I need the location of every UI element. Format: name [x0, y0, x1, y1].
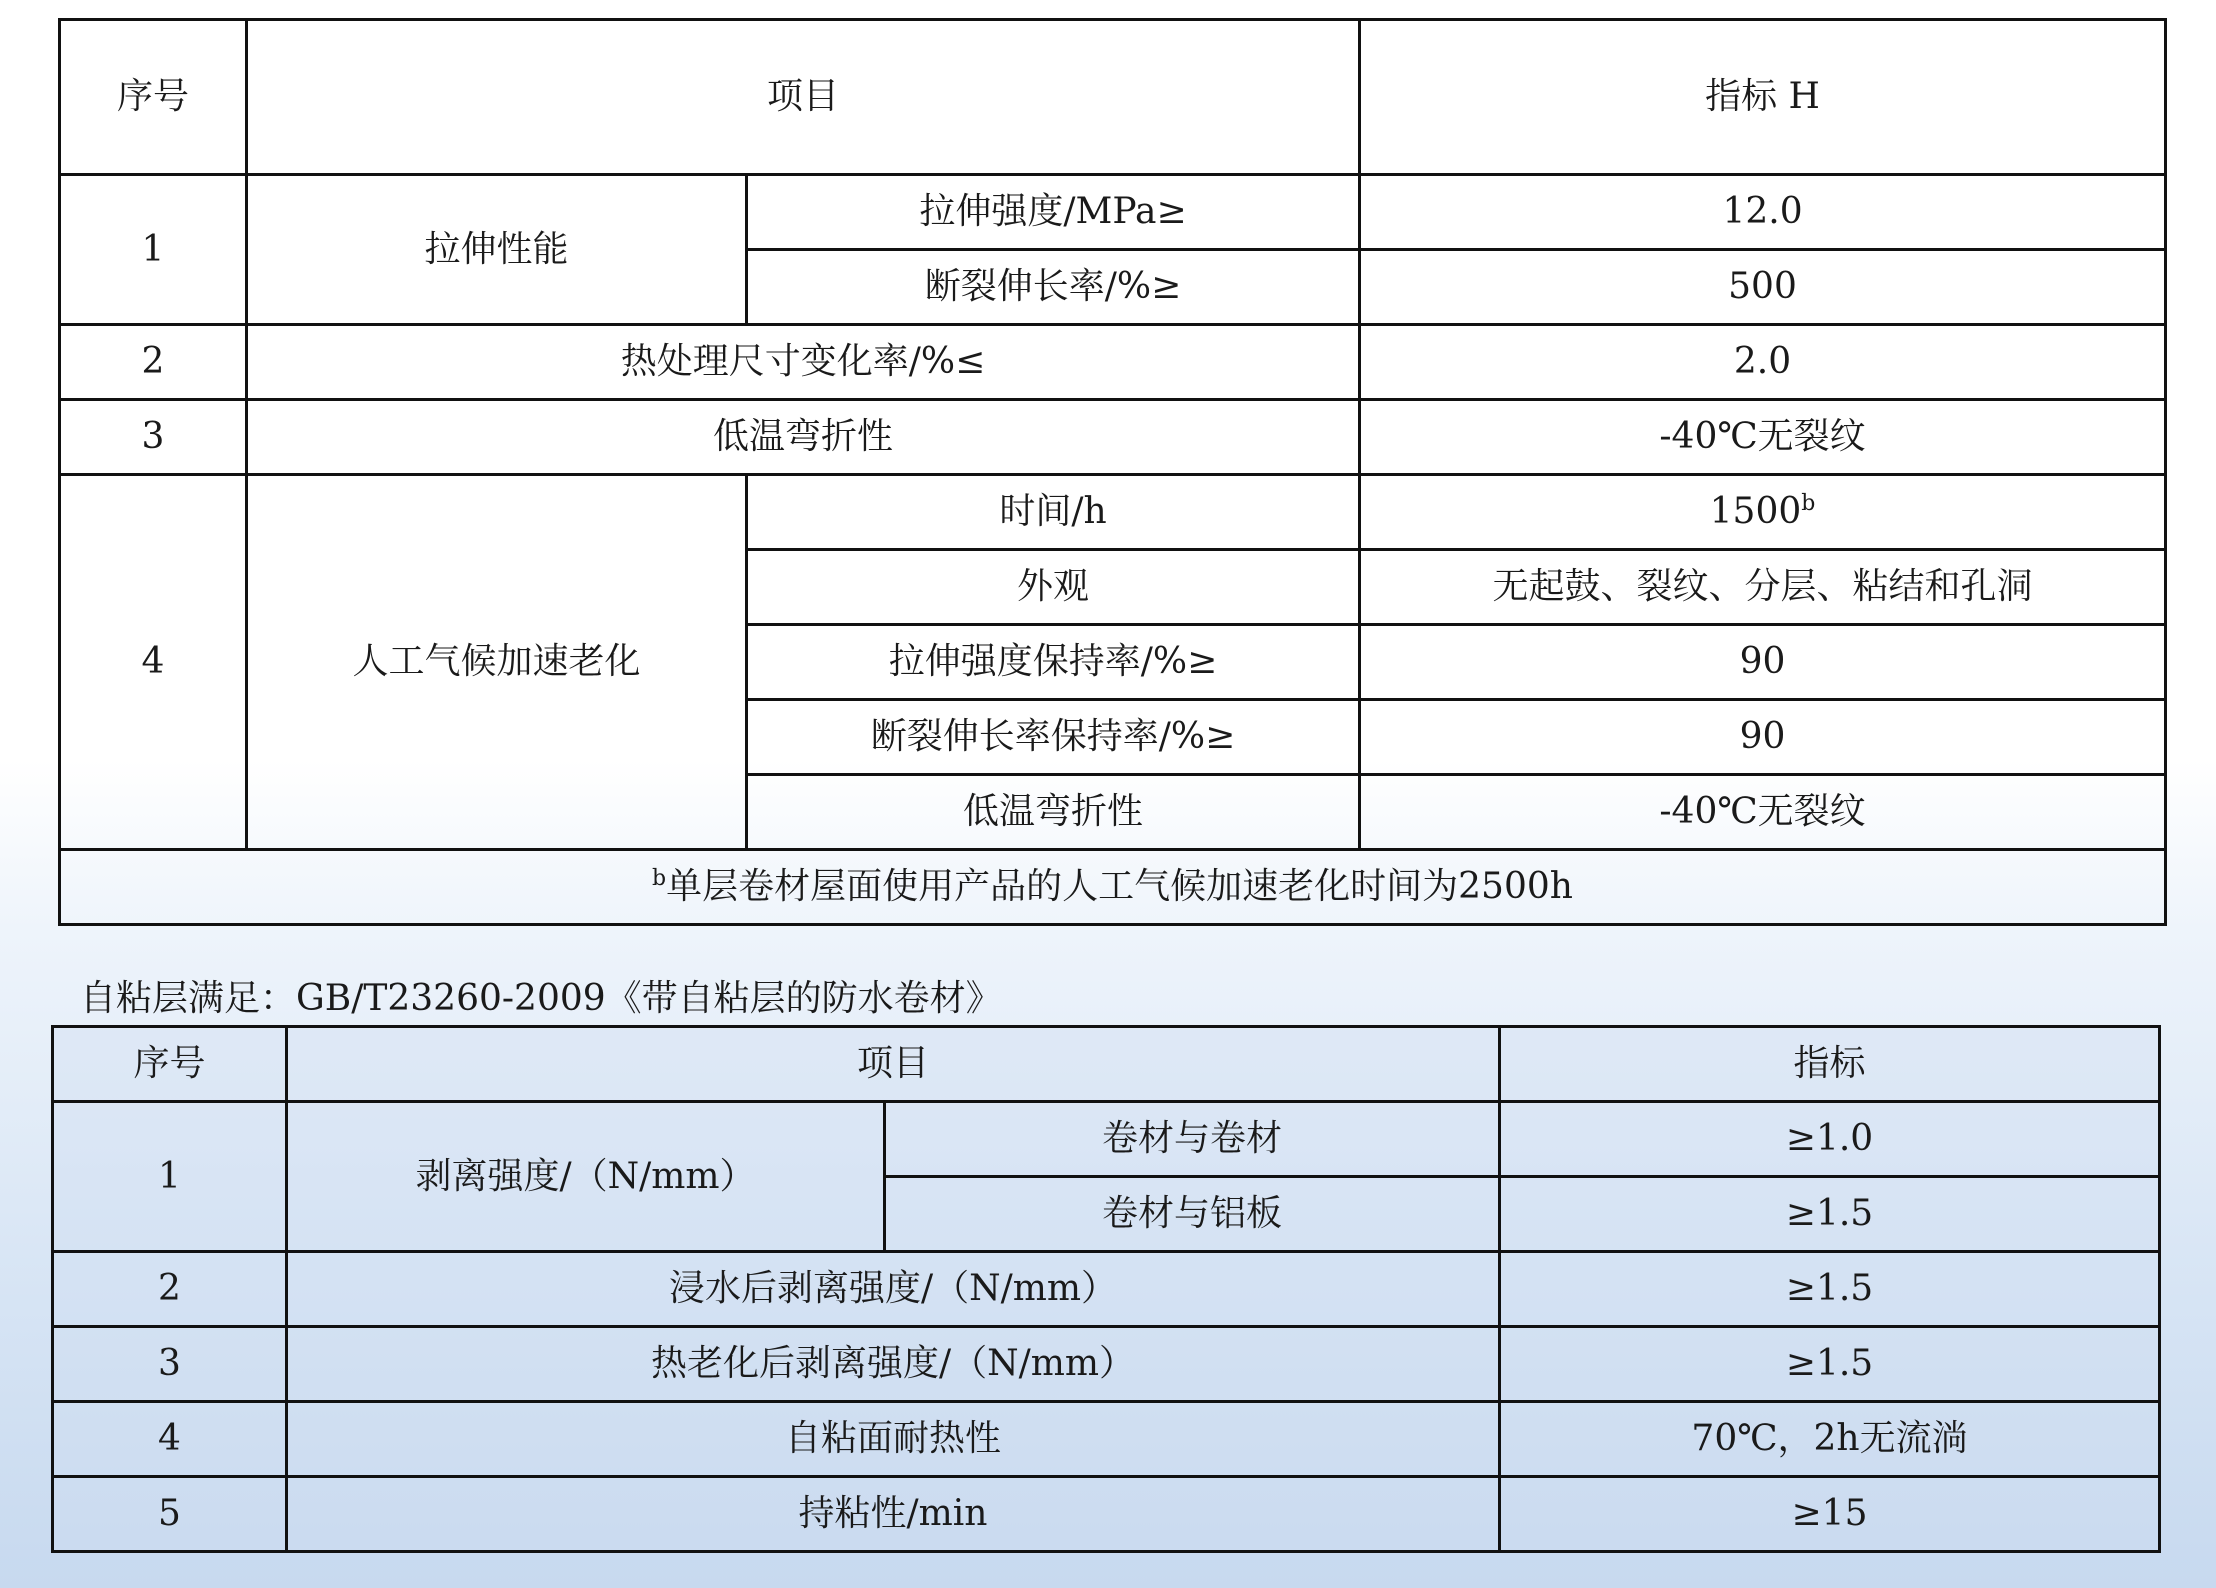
row-item: 热处理尺寸变化率/%≤: [247, 325, 1360, 400]
table-row: [53, 1477, 2160, 1552]
row-value: 2.0: [1360, 325, 2166, 400]
table-header-row: [60, 20, 2166, 175]
table2-caption: 自粘层满足：GB/T23260-2009《带自粘层的防水卷材》: [80, 978, 1002, 1019]
footnote: [60, 850, 2166, 925]
performance-table: [58, 18, 2167, 926]
table-row: [53, 1252, 2160, 1327]
row-value: -40℃无裂纹: [1360, 400, 2166, 475]
header-item: 项目: [247, 20, 1360, 175]
row-item: 拉伸强度保持率/%≥: [747, 625, 1360, 700]
row-item: 热老化后剥离强度/（N/mm）: [287, 1327, 1500, 1402]
header-item: 项目: [287, 1027, 1500, 1102]
row-item: 卷材与铝板: [885, 1177, 1500, 1252]
row-value: ≥1.5: [1500, 1252, 2160, 1327]
row-no: 2: [60, 325, 247, 400]
header-index: 指标: [1500, 1027, 2160, 1102]
row-value: ≥1.5: [1500, 1327, 2160, 1402]
row-value: ≥15: [1500, 1477, 2160, 1552]
table-header-row: [53, 1027, 2160, 1102]
footnote-text: 单层卷材屋面使用产品的人工气候加速老化时间为2500h: [666, 866, 1573, 908]
row-value: -40℃无裂纹: [1360, 775, 2166, 850]
row-item: 卷材与卷材: [885, 1102, 1500, 1177]
row-no: 3: [53, 1327, 287, 1402]
row-value: ≥1.5: [1500, 1177, 2160, 1252]
table-row: [53, 1102, 2160, 1177]
row-no: 4: [53, 1402, 287, 1477]
row-item: 低温弯折性: [747, 775, 1360, 850]
row-value: ≥1.0: [1500, 1102, 2160, 1177]
table-row: [53, 1327, 2160, 1402]
row-item: 自粘面耐热性: [287, 1402, 1500, 1477]
row-item: 低温弯折性: [247, 400, 1360, 475]
row-item: 持粘性/min: [287, 1477, 1500, 1552]
footnote-row: [60, 850, 2166, 925]
row-value: 70℃，2h无流淌: [1500, 1402, 2160, 1477]
row-value: 90: [1360, 700, 2166, 775]
row-item: 浸水后剥离强度/（N/mm）: [287, 1252, 1500, 1327]
footnote-mark: b: [1801, 491, 1816, 517]
header-index: 指标 H: [1360, 20, 2166, 175]
row-group: 人工气候加速老化: [247, 475, 747, 850]
self-adhesive-table: [51, 1025, 2161, 1553]
row-no: 1: [53, 1102, 287, 1252]
row-group: 拉伸性能: [247, 175, 747, 325]
row-item: 断裂伸长率/%≥: [747, 250, 1360, 325]
footnote-mark: b: [652, 866, 667, 892]
row-no: 4: [60, 475, 247, 850]
row-value: 12.0: [1360, 175, 2166, 250]
table-row: [60, 175, 2166, 250]
row-item: 外观: [747, 550, 1360, 625]
row-no: 5: [53, 1477, 287, 1552]
row-value: [1360, 475, 2166, 550]
row-value: 500: [1360, 250, 2166, 325]
row-item: 拉伸强度/MPa≥: [747, 175, 1360, 250]
row-item: 时间/h: [747, 475, 1360, 550]
row-no: 2: [53, 1252, 287, 1327]
row-item: 断裂伸长率保持率/%≥: [747, 700, 1360, 775]
row-value: 90: [1360, 625, 2166, 700]
row-group: 剥离强度/（N/mm）: [287, 1102, 885, 1252]
table-row: [60, 400, 2166, 475]
row-no: 3: [60, 400, 247, 475]
header-no: 序号: [53, 1027, 287, 1102]
row-value: 无起鼓、裂纹、分层、粘结和孔洞: [1360, 550, 2166, 625]
table-row: [60, 475, 2166, 550]
table-row: [53, 1402, 2160, 1477]
row-no: 1: [60, 175, 247, 325]
header-no: 序号: [60, 20, 247, 175]
table-row: [60, 325, 2166, 400]
value-text: 1500: [1709, 491, 1802, 533]
